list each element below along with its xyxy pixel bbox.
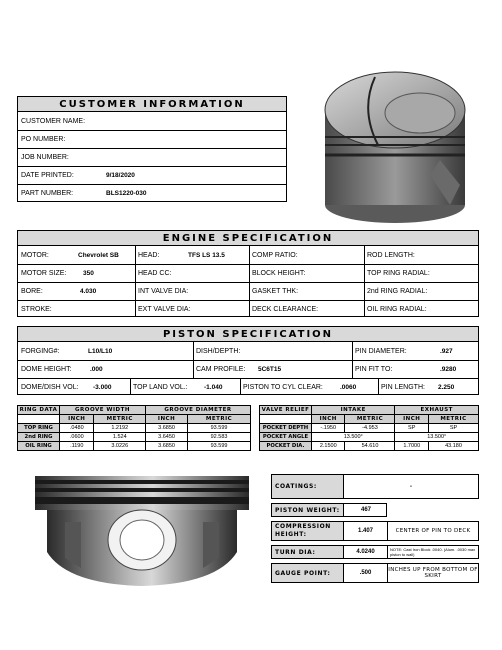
- motor-size-label: MOTOR SIZE:: [21, 270, 67, 277]
- motor-label: MOTOR:: [21, 251, 49, 259]
- dome-dish-vol-value: -3.000: [93, 383, 112, 391]
- gauge-point-label: GAUGE POINT:: [272, 564, 344, 582]
- table-row: [260, 442, 479, 451]
- table-cell: -.1950: [312, 424, 345, 433]
- table-cell: SP: [428, 424, 478, 433]
- table-row: [260, 433, 479, 442]
- pin-length-value: 2.250: [438, 383, 455, 391]
- table-row: [260, 424, 479, 433]
- valve-relief-header: VALVE RELIEF: [260, 406, 312, 415]
- table-row: [18, 433, 251, 442]
- engine-specification-panel: [17, 230, 479, 317]
- rod-length-label: ROD LENGTH:: [367, 251, 415, 259]
- coatings-box: [271, 474, 479, 499]
- table-cell: 43.180: [428, 442, 478, 451]
- table-cell: 1.2192: [94, 424, 146, 433]
- table-cell: 13.500°: [395, 433, 479, 442]
- head-cc-label: HEAD CC:: [138, 270, 172, 277]
- customer-row-label: PART NUMBER:: [21, 190, 74, 197]
- table-cell: 2.1500: [312, 442, 345, 451]
- table-cell: 3.6850: [146, 424, 188, 433]
- compression-height-value: 1.407: [344, 522, 388, 540]
- table-cell: 3.6850: [146, 442, 188, 451]
- customer-row-label: CUSTOMER NAME:: [21, 117, 86, 125]
- comp-ratio-label: COMP RATIO:: [252, 251, 298, 259]
- head-value: TFS LS 13.5: [188, 251, 225, 259]
- table-cell: 13.500°: [312, 433, 395, 442]
- pin-length-label: PIN LENGTH:: [381, 383, 425, 391]
- turn-dia-note: NOTE: Cast Iron Block .0040. (Alum. .0030 max piston to wall): [390, 547, 476, 557]
- customer-information-title: CUSTOMER INFORMATION: [18, 97, 286, 112]
- ring-data-table: [17, 405, 251, 451]
- unit-inch: INCH: [395, 415, 428, 424]
- table-cell: 92.583: [188, 433, 251, 442]
- top-ring-radial-label: TOP RING RADIAL:: [367, 270, 430, 277]
- table-cell: 54.610: [345, 442, 395, 451]
- piston-cyl-clear-value: .0060: [340, 383, 357, 391]
- cam-profile-label: CAM PROFILE:: [196, 366, 246, 373]
- table-cell: 1.524: [94, 433, 146, 442]
- customer-row-value: BLS1220-030: [106, 190, 147, 197]
- table-cell: .0480: [60, 424, 94, 433]
- ring-name: OIL RING: [18, 442, 60, 451]
- top-land-value: -1.040: [204, 383, 223, 391]
- table-cell: SP: [395, 424, 428, 433]
- customer-row-label: JOB NUMBER:: [21, 154, 69, 161]
- table-row: [18, 424, 251, 433]
- groove-width-header: GROOVE WIDTH: [60, 406, 146, 415]
- pocket-angle-label: POCKET ANGLE: [260, 433, 312, 442]
- bore-value: 4.030: [80, 288, 97, 295]
- exhaust-header: EXHAUST: [395, 406, 479, 415]
- unit-metric: METRIC: [188, 415, 251, 424]
- cam-profile-value: 5C6T15: [258, 366, 282, 373]
- table-cell: .0600: [60, 433, 94, 442]
- pin-fit-label: PIN FIT TO:: [355, 366, 393, 373]
- coatings-label: COATINGS:: [272, 475, 344, 498]
- piston-side-illustration: [17, 472, 267, 590]
- head-label: HEAD:: [138, 251, 160, 259]
- pin-diameter-value: .927: [440, 347, 453, 355]
- intake-header: INTAKE: [312, 406, 395, 415]
- forging-value: L10/L10: [88, 347, 113, 355]
- forging-label: FORGING#:: [21, 347, 60, 355]
- unit-metric: METRIC: [345, 415, 395, 424]
- ring-name: 2nd RING: [18, 433, 60, 442]
- block-height-label: BLOCK HEIGHT:: [252, 270, 306, 277]
- turn-dia-value: 4.0240: [344, 546, 388, 558]
- piston-weight-value: 467: [360, 507, 371, 513]
- table-cell: 3.6450: [146, 433, 188, 442]
- dome-dish-vol-label: DOME/DISH VOL:: [21, 383, 79, 391]
- piston-cyl-clear-label: PISTON TO CYL CLEAR:: [243, 383, 323, 391]
- stroke-label: STROKE:: [21, 305, 52, 313]
- groove-diameter-header: GROOVE DIAMETER: [146, 406, 251, 415]
- gasket-label: GASKET THK:: [252, 288, 299, 295]
- table-row: [18, 442, 251, 451]
- customer-row: [18, 130, 286, 148]
- int-valve-label: INT VALVE DIA:: [138, 288, 189, 295]
- customer-row: [18, 148, 286, 166]
- customer-row-label: PO NUMBER:: [21, 136, 66, 143]
- ring-data-header: RING DATA: [18, 406, 60, 415]
- dish-depth-label: DISH/DEPTH:: [196, 347, 241, 355]
- valve-relief-table: [259, 405, 479, 451]
- unit-metric: METRIC: [94, 415, 146, 424]
- motor-size-value: 350: [83, 270, 94, 277]
- oil-ring-radial-label: OIL RING RADIAL:: [367, 305, 427, 313]
- gauge-point-box: [271, 563, 479, 583]
- dome-height-value: .000: [90, 366, 103, 373]
- top-land-label: TOP LAND VOL.:: [133, 383, 188, 391]
- table-cell: 93.599: [188, 424, 251, 433]
- compression-height-note: CENTER OF PIN TO DECK: [395, 528, 471, 534]
- unit-inch: INCH: [60, 415, 94, 424]
- table-cell: 1.7000: [395, 442, 428, 451]
- motor-value: Chevrolet SB: [78, 251, 119, 259]
- table-cell: 3.0226: [94, 442, 146, 451]
- pin-diameter-label: PIN DIAMETER:: [355, 347, 407, 355]
- unit-inch: INCH: [146, 415, 188, 424]
- engine-specification-title: ENGINE SPECIFICATION: [18, 231, 478, 246]
- piston-specification-panel: [17, 326, 479, 395]
- piston-specification-title: PISTON SPECIFICATION: [18, 327, 478, 342]
- deck-clearance-label: DECK CLEARANCE:: [252, 305, 319, 313]
- second-ring-radial-label: 2nd RING RADIAL:: [367, 288, 428, 295]
- customer-row: [18, 184, 286, 202]
- table-cell: 93.599: [188, 442, 251, 451]
- customer-row: [18, 166, 286, 184]
- unit-metric: METRIC: [428, 415, 478, 424]
- gauge-point-note: INCHES UP FROM BOTTOM OF SKIRT: [388, 567, 478, 579]
- piston-top-illustration: [300, 65, 480, 230]
- unit-inch: INCH: [312, 415, 345, 424]
- compression-height-box: [271, 521, 479, 541]
- dome-height-label: DOME HEIGHT:: [21, 366, 72, 373]
- customer-row-label: DATE PRINTED:: [21, 172, 74, 179]
- customer-information-panel: [17, 96, 287, 202]
- turn-dia-label: TURN DIA:: [272, 546, 344, 558]
- piston-weight-box: [271, 503, 387, 517]
- turn-dia-box: [271, 545, 479, 559]
- table-cell: -4.953: [345, 424, 395, 433]
- ext-valve-label: EXT VALVE DIA:: [138, 305, 191, 313]
- table-cell: .1190: [60, 442, 94, 451]
- piston-weight-label: PISTON WEIGHT:: [272, 504, 344, 516]
- pin-fit-value: .9280: [440, 366, 457, 373]
- pocket-dia-label: POCKET DIA.: [260, 442, 312, 451]
- ring-name: TOP RING: [18, 424, 60, 433]
- coatings-value: -: [410, 483, 412, 490]
- bore-label: BORE:: [21, 288, 43, 295]
- compression-height-label: COMPRESSION HEIGHT:: [272, 522, 344, 540]
- customer-row-value: 9/18/2020: [106, 172, 135, 179]
- customer-row: [18, 112, 286, 130]
- pocket-depth-label: POCKET DEPTH: [260, 424, 312, 433]
- gauge-point-value: .500: [344, 564, 388, 582]
